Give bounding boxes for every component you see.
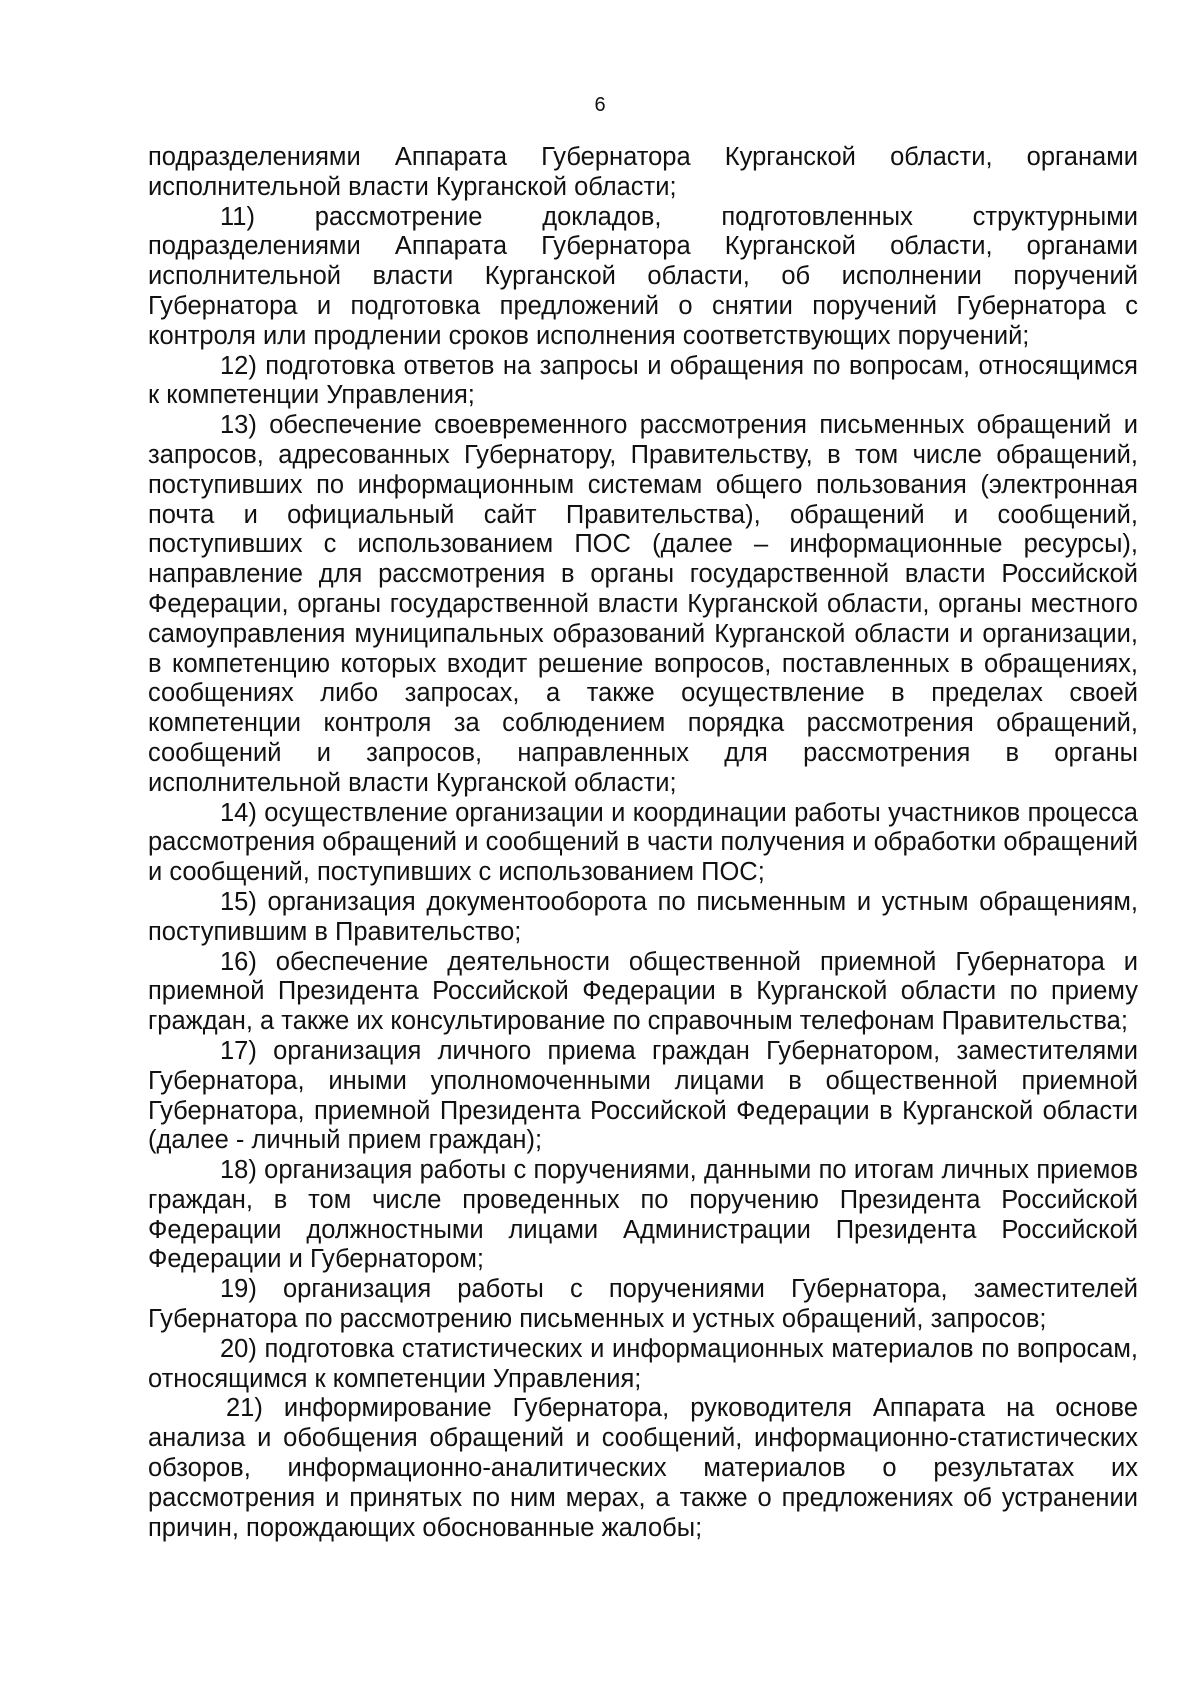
paragraph-item-15: 15) организация документооборота по письменным и устным обращениям, поступившим в Правительство; bbox=[148, 887, 1138, 946]
page-number: 6 bbox=[594, 94, 606, 116]
paragraph-item-16: 16) обеспечение деятельности общественной приемной Губернатора и приемной Президента Российской Федерации в Курганской области по приему граждан, а также их консультирование по справочным телефонам Правительства; bbox=[148, 947, 1138, 1036]
paragraph-item-14: 14) осуществление организации и координации работы участников процесса рассмотрения обращений и сообщений в части получения и обработки обращений и сообщений, поступивших с использованием ПОС; bbox=[148, 798, 1138, 887]
paragraph-item-19: 19) организация работы с поручениями Губернатора, заместителей Губернатора по рассмотрению письменных и устных обращений, запросов; bbox=[148, 1275, 1138, 1334]
paragraph-item-20: 20) подготовка статистических и информационных материалов по вопросам, относящимся к компетенции Управления; bbox=[148, 1334, 1138, 1393]
document-body bbox=[148, 143, 1138, 1543]
paragraph-item-18: 18) организация работы с поручениями, данными по итогам личных приемов граждан, в том числе проведенных по поручению Президента Российской Федерации должностными лицами Администрации Президента Российской Федерации и Губернатором; bbox=[148, 1156, 1138, 1274]
paragraph-item-11: 11) рассмотрение докладов, подготовленных структурными подразделениями Аппарата Губернатора Курганской области, органами исполнительной власти Курганской области, об исполнении поручений Губернатора и подготовка предложений о снятии поручений Губернатора с контроля или продлении сроков исполнения соответствующих поручений; bbox=[148, 202, 1138, 350]
paragraph-continuation: подразделениями Аппарата Губернатора Курганской области, органами исполнительной власти Курганской области; bbox=[148, 143, 1138, 201]
paragraph-item-12: 12) подготовка ответов на запросы и обращения по вопросам, относящимся к компетенции Управления; bbox=[148, 351, 1138, 410]
paragraph-item-17: 17) организация личного приема граждан Губернатором, заместителями Губернатора, иными уполномоченными лицами в общественной приемной Губернатора, приемной Президента Российской Федерации в Курганской области (далее - личный прием граждан); bbox=[148, 1036, 1138, 1155]
paragraph-item-13: 13) обеспечение своевременного рассмотрения письменных обращений и запросов, адресованных Губернатору, Правительству, в том числе обращений, поступивших по информационным системам общего пользования (электронная почта и официальный сайт Правительства), обращений и сообщений, поступивших с использованием ПОС (далее – информационные ресурсы), направление для рассмотрения в органы государственной власти Российской Федерации, органы государственной власти Курганской области, органы местного самоуправления муниципальных образований Курганской области и организации, в компетенцию которых входит решение вопросов, поставленных в обращениях, сообщениях либо запросах, а также осуществление в пределах своей компетенции контроля за соблюдением порядка рассмотрения обращений, сообщений и запросов, направленных для рассмотрения в органы исполнительной власти Курганской области; bbox=[148, 411, 1138, 797]
paragraph-item-21: 21) информирование Губернатора, руководителя Аппарата на основе анализа и обобщения обращений и сообщений, информационно-статистических обзоров, информационно-аналитических материалов о результатах их рассмотрения и принятых по ним мерах, а также о предложениях об устранении причин, порождающих обоснованные жалобы; bbox=[148, 1394, 1138, 1542]
